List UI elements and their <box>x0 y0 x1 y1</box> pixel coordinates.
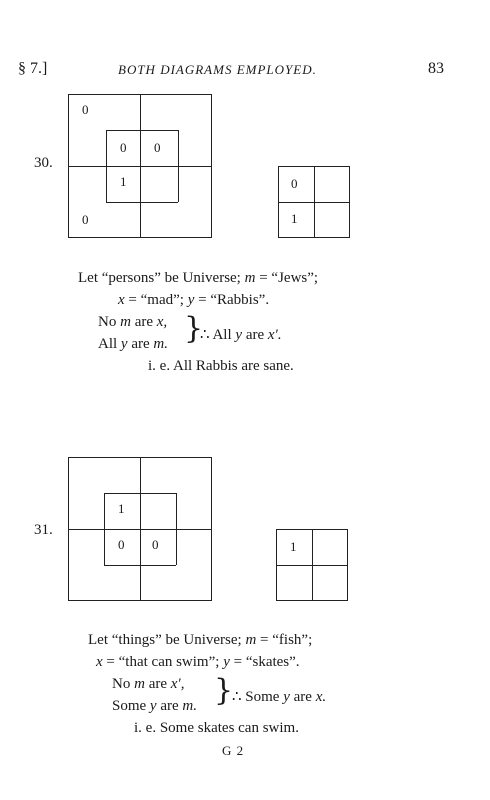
problem-31-line-1: Let “things” be Universe; m = “fish”; <box>88 632 313 648</box>
inner-bl-mark: 0 <box>118 537 125 552</box>
problem-30-big-diagram <box>68 94 212 238</box>
outer-tl-mark: 0 <box>82 102 89 117</box>
inner-tl-mark: 1 <box>118 501 125 516</box>
problem-31-line-2: x = “that can swim”; y = “skates”. <box>96 654 300 670</box>
problem-31-premise-1: No m are x′, <box>112 676 185 692</box>
problem-31-brace: } <box>214 673 234 708</box>
small-tl-mark: 1 <box>290 539 297 554</box>
problem-31-number: 31. <box>34 522 53 538</box>
section-number: § 7.] <box>18 60 48 77</box>
running-title: BOTH DIAGRAMS EMPLOYED. <box>118 62 317 77</box>
small-bl-mark: 1 <box>291 211 298 226</box>
outer-bl-mark: 0 <box>82 212 89 227</box>
problem-30-interpretation: i. e. All Rabbis are sane. <box>148 358 294 374</box>
problem-30-conclusion: ∴ All y are x′. <box>200 327 282 343</box>
problem-30-number: 30. <box>34 155 53 171</box>
problem-30-line-2: x = “mad”; y = “Rabbis”. <box>118 292 270 308</box>
problem-31-big-diagram <box>68 457 212 601</box>
problem-30-small-diagram <box>278 166 350 238</box>
problem-31-interpretation: i. e. Some skates can swim. <box>134 720 299 736</box>
inner-bl-mark: 1 <box>120 174 127 189</box>
signature-mark: G 2 <box>222 743 245 758</box>
problem-31-conclusion: ∴ Some y are x. <box>232 689 327 705</box>
small-tl-mark: 0 <box>291 176 298 191</box>
inner-tr-mark: 0 <box>154 140 161 155</box>
inner-br-mark: 0 <box>152 537 159 552</box>
problem-30-premise-1: No m are x, <box>98 314 168 330</box>
page-number: 83 <box>428 60 444 77</box>
problem-30-premise-2: All y are m. <box>98 336 168 352</box>
inner-tl-mark: 0 <box>120 140 127 155</box>
problem-30-brace: } <box>184 311 204 346</box>
problem-31-small-diagram <box>276 529 348 601</box>
problem-31-premise-2: Some y are m. <box>112 698 197 714</box>
problem-30-line-1: Let “persons” be Universe; m = “Jews”; <box>78 270 319 286</box>
